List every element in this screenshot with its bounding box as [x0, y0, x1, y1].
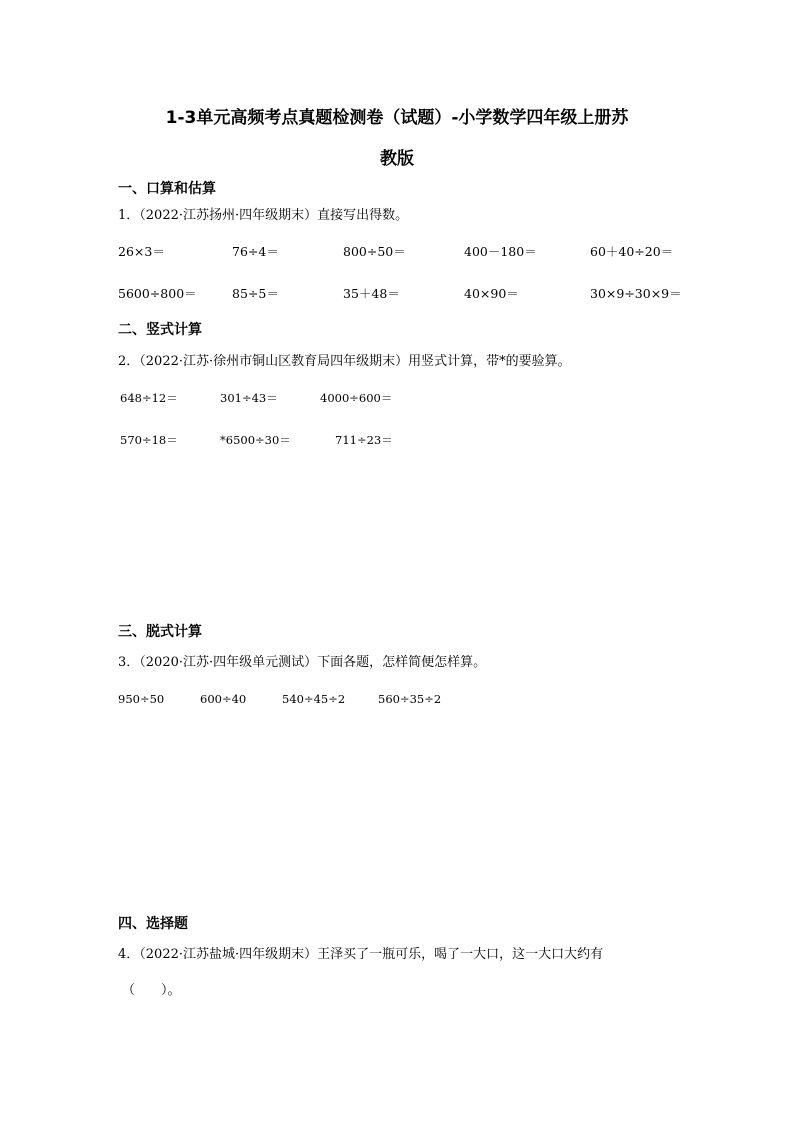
section-heading-oral-calculation: 一、口算和估算: [118, 181, 216, 197]
question-2-text: 2．（2022·江苏·徐州市铜山区教育局四年级期末）用竖式计算，带*的要验算。: [118, 354, 571, 369]
problem: 540÷45÷2: [282, 692, 346, 706]
vertical-calc-row-2: [0, 432, 794, 448]
problem: 570÷18＝: [120, 433, 178, 447]
problem: 950÷50: [118, 692, 165, 706]
problem: *6500÷30＝: [220, 433, 291, 447]
problem: 35＋48＝: [343, 286, 400, 301]
problem: 85÷5＝: [232, 286, 279, 301]
oral-calc-row-1: [0, 244, 794, 260]
step-calc-row: [0, 691, 794, 707]
section-heading-multiple-choice: 四、选择题: [118, 916, 188, 932]
vertical-calc-row-1: [0, 390, 794, 406]
problem: 800÷50＝: [343, 244, 406, 259]
problem: 4000÷600＝: [320, 391, 393, 405]
problem: 648÷12＝: [120, 391, 178, 405]
problem: 600÷40: [200, 692, 247, 706]
problem: 711÷23＝: [335, 433, 393, 447]
page-title: 1-3单元高频考点真题检测卷（试题）-小学数学四年级上册苏: [165, 108, 629, 128]
problem: 60＋40÷20＝: [590, 244, 674, 259]
question-1-text: 1．（2022·江苏扬州·四年级期末）直接写出得数。: [118, 208, 409, 223]
problem: 40×90＝: [464, 286, 519, 301]
problem: 26×3＝: [118, 244, 165, 259]
problem: 400－180＝: [464, 244, 537, 259]
section-heading-step-calculation: 三、脱式计算: [118, 624, 202, 640]
problem: 30×9÷30×9＝: [590, 286, 682, 301]
problem: 5600÷800＝: [118, 286, 197, 301]
question-3-text: 3．（2020·江苏·四年级单元测试）下面各题，怎样简便怎样算。: [118, 655, 487, 670]
question-4-text: 4．（2022·江苏盐城·四年级期末）王泽买了一瓶可乐，喝了一大口，这一大口大约有: [118, 947, 604, 962]
oral-calc-row-2: [0, 286, 794, 302]
question-4-answer-blank[interactable]: （ ）。: [122, 983, 181, 998]
problem: 301÷43＝: [220, 391, 278, 405]
problem: 76÷4＝: [232, 244, 279, 259]
problem: 560÷35÷2: [378, 692, 442, 706]
page-title-continuation: 教版: [380, 149, 414, 169]
section-heading-vertical-calculation: 二、竖式计算: [118, 322, 202, 338]
